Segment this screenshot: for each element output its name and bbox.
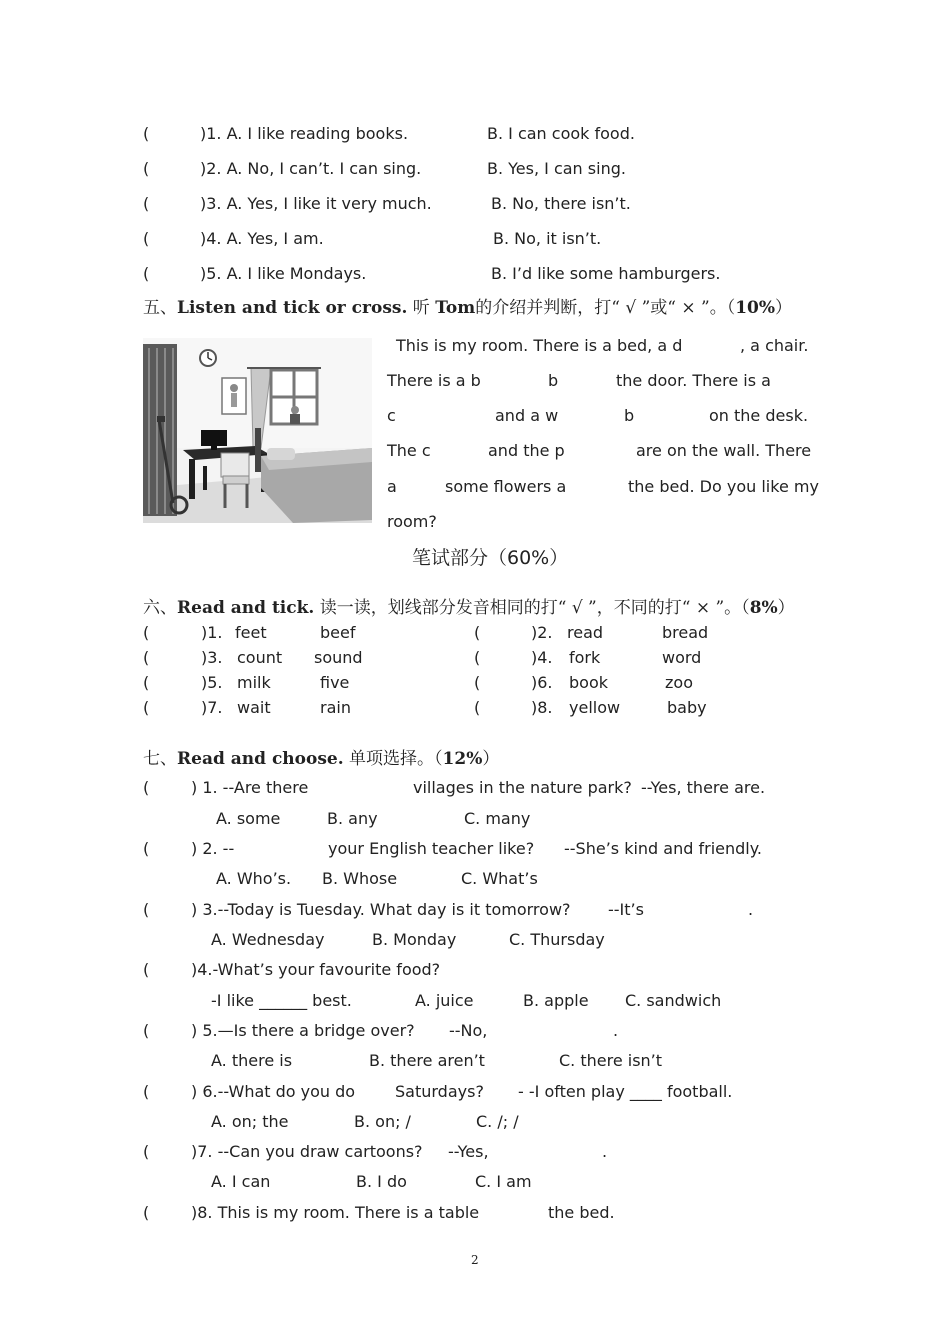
option-c: C. many (464, 809, 531, 828)
passage-text: are on the wall. There (636, 441, 812, 460)
word-2: rain (320, 698, 351, 717)
option-b: B. I do (356, 1172, 407, 1191)
word-1: milk (237, 673, 271, 692)
answer-paren: ( (474, 673, 481, 692)
word-1: fork (569, 648, 601, 667)
passage-text: the bed. Do you like my (628, 477, 819, 496)
option-c: C. Thursday (509, 930, 605, 949)
answer-paren: ( (474, 698, 481, 717)
word-2: word (662, 648, 702, 667)
question-text: ) 3.--Today is Tuesday. What day is it tomorrow? (191, 900, 571, 919)
option-a: A. juice (415, 991, 474, 1010)
answer-paren: ( (143, 229, 150, 248)
question-text: )3. A. Yes, I like it very much. (200, 194, 432, 213)
passage-text: the door. There is a (616, 371, 771, 390)
answer-paren: ( (143, 698, 150, 717)
word-2: baby (667, 698, 707, 717)
question-text: villages in the nature park? (413, 778, 632, 797)
option-c: C. /; / (476, 1112, 519, 1131)
option-b: B. Monday (372, 930, 457, 949)
section-prefix: 五、 (143, 298, 177, 318)
word-1: wait (237, 698, 271, 717)
option-a: A. some (216, 809, 281, 828)
answer-paren: ( (143, 264, 150, 283)
question-text: --Yes, there are. (641, 778, 766, 797)
passage-text: This is my room. There is a bed, a d (396, 336, 683, 355)
answer-paren: ( (143, 1203, 150, 1222)
option-b: B. I can cook food. (487, 124, 635, 143)
answer-paren: ( (143, 1082, 150, 1101)
room-picture (143, 338, 372, 523)
section-title-en: Read and choose. (177, 749, 344, 769)
section-title-end: ） (482, 749, 500, 769)
passage-text: and the p (488, 441, 565, 460)
question-text: ) 5.—Is there a bridge over? (191, 1021, 415, 1040)
word-2: five (320, 673, 350, 692)
written-part-title: 笔试部分（60%） (412, 547, 569, 569)
question-text: --It’s (608, 900, 644, 919)
answer-paren: ( (474, 623, 481, 642)
question-text: Saturdays? (395, 1082, 484, 1101)
passage-text: b (624, 406, 635, 425)
section-title-cn: 听 (412, 298, 430, 318)
passage-text: room? (387, 512, 437, 531)
option-a: A. I can (211, 1172, 271, 1191)
item-number: )5. (201, 673, 223, 692)
item-number: )6. (531, 673, 553, 692)
answer-paren: ( (143, 194, 150, 213)
passage-text: and a w (495, 406, 559, 425)
word-2: zoo (665, 673, 693, 692)
answer-paren: ( (474, 648, 481, 667)
item-number: )7. (201, 698, 223, 717)
option-b: B. apple (523, 991, 589, 1010)
passage-text: on the desk. (709, 406, 809, 425)
question-text: . (613, 1021, 619, 1040)
answer-paren: ( (143, 648, 150, 667)
option-b: B. No, it isn’t. (493, 229, 602, 248)
question-text: )4.-What’s your favourite food? (191, 960, 441, 979)
word-1: read (567, 623, 604, 642)
question-text: the bed. (548, 1203, 615, 1222)
answer-paren: ( (143, 1142, 150, 1161)
passage-text: The c (387, 441, 431, 460)
item-number: )3. (201, 648, 223, 667)
answer-paren: ( (143, 623, 150, 642)
option-a: A. Who’s. (216, 869, 292, 888)
question-text: --No, (449, 1021, 488, 1040)
option-c: C. there isn’t (559, 1051, 663, 1070)
option-b: B. Yes, I can sing. (487, 159, 626, 178)
passage-text: c (387, 406, 396, 425)
section7-heading (143, 749, 499, 769)
section-title-end: ） (775, 298, 793, 318)
word-1: yellow (569, 698, 621, 717)
question-text: ) 1. --Are there (191, 778, 309, 797)
answer-paren: ( (143, 1021, 150, 1040)
page-number: 2 (471, 1253, 479, 1267)
item-number: )2. (531, 623, 553, 642)
question-text: ) 6.--What do you do (191, 1082, 356, 1101)
section-title-end: ） (777, 598, 795, 618)
option-b: B. I’d like some hamburgers. (491, 264, 721, 283)
answer-paren: ( (143, 839, 150, 858)
section-title-cn: 单项选择。（ (349, 749, 443, 769)
answer-paren: ( (143, 159, 150, 178)
question-text: --She’s kind and friendly. (564, 839, 762, 858)
question-text: . (602, 1142, 608, 1161)
answer-paren: ( (143, 960, 150, 979)
section-prefix: 六、 (143, 598, 177, 618)
word-1: count (237, 648, 283, 667)
question-text: )8. This is my room. There is a table (191, 1203, 480, 1222)
question-text: . (748, 900, 754, 919)
answer-paren: ( (143, 124, 150, 143)
item-number: )8. (531, 698, 553, 717)
passage-text: some flowers a (445, 477, 567, 496)
section-title-name: Tom (435, 298, 476, 318)
section-score: 8% (749, 598, 778, 618)
option-a: A. on; the (211, 1112, 289, 1131)
word-2: sound (314, 648, 363, 667)
section-title-cn: 读一读，划线部分发音相同的打“ √ ”，不同的打“ × ”。（ (319, 598, 750, 618)
section-title-cn: 的介绍并判断，打“ √ ”或“ × ”。（ (475, 298, 736, 318)
option-c: C. What’s (461, 869, 538, 888)
question-text: your English teacher like? (328, 839, 535, 858)
question-text: --Yes, (448, 1142, 489, 1161)
question-text: )2. A. No, I can’t. I can sing. (200, 159, 422, 178)
section-score: 12% (442, 749, 483, 769)
question-text: )7. --Can you draw cartoons? (191, 1142, 423, 1161)
passage-text: b (548, 371, 559, 390)
option-b: B. on; / (354, 1112, 411, 1131)
option-b: B. No, there isn’t. (491, 194, 631, 213)
section-title-en: Listen and tick or cross. (177, 298, 408, 318)
question-text: - -I often play ____ football. (518, 1082, 733, 1101)
option-b: B. Whose (322, 869, 398, 888)
word-2: beef (320, 623, 356, 642)
option-c: C. I am (475, 1172, 532, 1191)
item-number: )1. (201, 623, 223, 642)
section6-heading (143, 598, 795, 618)
question-text: ) 2. -- (191, 839, 235, 858)
section-title-en: Read and tick. (177, 598, 315, 618)
word-1: book (569, 673, 608, 692)
question-text: -I like ______ best. (211, 991, 352, 1010)
option-c: C. sandwich (625, 991, 722, 1010)
option-b: B. any (327, 809, 378, 828)
answer-paren: ( (143, 673, 150, 692)
option-b: B. there aren’t (369, 1051, 485, 1070)
section-score: 10% (735, 298, 776, 318)
section-prefix: 七、 (143, 749, 177, 769)
question-text: )1. A. I like reading books. (200, 124, 409, 143)
word-1: feet (235, 623, 267, 642)
option-a: A. there is (211, 1051, 293, 1070)
answer-paren: ( (143, 900, 150, 919)
answer-paren: ( (143, 778, 150, 797)
passage-text: There is a b (387, 371, 481, 390)
question-text: )4. A. Yes, I am. (200, 229, 324, 248)
passage-text: a (387, 477, 397, 496)
passage-text: , a chair. (740, 336, 809, 355)
option-a: A. Wednesday (211, 930, 325, 949)
item-number: )4. (531, 648, 553, 667)
word-2: bread (662, 623, 709, 642)
question-text: )5. A. I like Mondays. (200, 264, 367, 283)
section5-heading (143, 298, 792, 318)
